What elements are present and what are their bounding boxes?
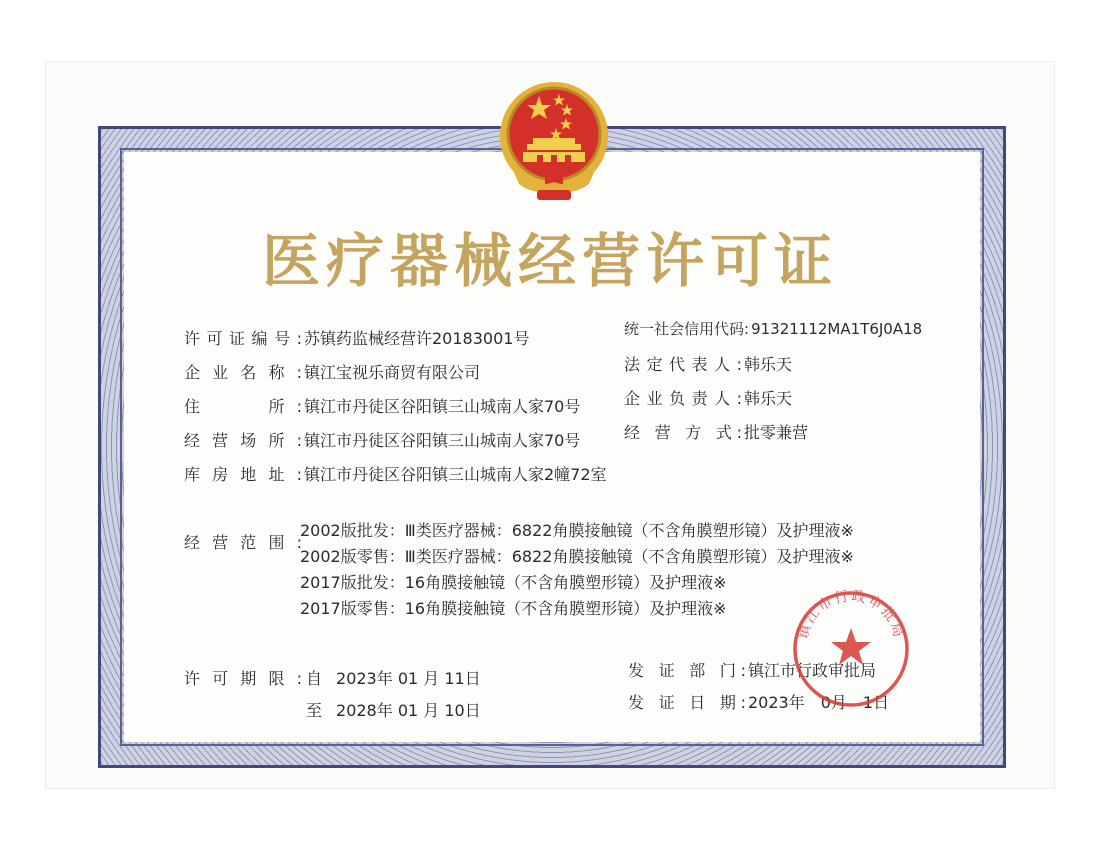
field-value: 批零兼营 — [744, 423, 809, 442]
field-license-number — [184, 326, 529, 349]
field-company-name — [184, 360, 480, 383]
validity-from-word: 自 — [306, 669, 323, 688]
field-value: 镇江市丹徒区谷阳镇三山城南人家70号 — [304, 431, 581, 450]
field-value: 2023年 0月 1日 — [748, 693, 890, 712]
scope-line: 2017版零售：16角膜接触镜（不含角膜塑形镜）及护理液※ — [300, 599, 727, 618]
validity-to-word: 至 — [306, 701, 323, 720]
field-label: 库房地址: — [184, 465, 302, 484]
field-value: 91321112MA1T6J0A18 — [751, 320, 923, 338]
field-business-mode — [624, 420, 808, 443]
field-value: 苏镇药监械经营许20183001号 — [304, 329, 530, 348]
certificate-title: 医疗器械经营许可证 — [261, 227, 838, 295]
field-label: 许可证编号: — [184, 329, 302, 348]
field-label: 企业负责人: — [624, 389, 742, 408]
field-value: 镇江市丹徒区谷阳镇三山城南人家2幢72室 — [304, 465, 607, 484]
field-value: 镇江市丹徒区谷阳镇三山城南人家70号 — [304, 397, 581, 416]
field-label: 经营场所: — [184, 431, 302, 450]
field-credit-code — [624, 318, 922, 339]
field-business-premises — [184, 428, 580, 451]
field-label: 许可期限: — [184, 669, 302, 688]
field-legal-representative — [624, 352, 792, 375]
field-label: 企业名称: — [184, 363, 302, 382]
field-value: 韩乐天 — [744, 355, 793, 374]
field-warehouse-address — [184, 462, 607, 485]
field-validity-end — [184, 698, 481, 721]
national-emblem-icon — [493, 78, 615, 202]
field-label: 经 营 方 式: — [624, 423, 742, 442]
field-value: 韩乐天 — [744, 389, 793, 408]
field-label: 统一社会信用代码: — [624, 320, 750, 338]
field-value: 镇江市行政审批局 — [748, 661, 877, 680]
field-residence — [184, 394, 580, 417]
scope-line: 2017版批发：16角膜接触镜（不含角膜塑形镜）及护理液※ — [300, 573, 727, 592]
scope-line: 2002版批发：Ⅲ类医疗器械：6822角膜接触镜（不含角膜塑形镜）及护理液※ — [300, 521, 854, 540]
field-enterprise-head — [624, 386, 792, 409]
validity-from-date: 2023年 01 月 11日 — [336, 669, 481, 688]
seal-text: 镇江市行政审批局 — [795, 588, 907, 641]
field-label: 住 所: — [184, 397, 302, 416]
validity-to-date: 2028年 01 月 10日 — [336, 701, 481, 720]
field-label: 法定代表人: — [624, 355, 742, 374]
field-value: 镇江宝视乐商贸有限公司 — [304, 363, 481, 382]
field-label: 经营范围: — [184, 533, 302, 552]
field-label: 发 证 日 期: — [628, 693, 746, 712]
scope-line: 2002版零售：Ⅲ类医疗器械：6822角膜接触镜（不含角膜塑形镜）及护理液※ — [300, 547, 854, 566]
field-scope-label — [184, 530, 302, 553]
official-seal-icon — [790, 588, 912, 710]
field-validity — [184, 666, 481, 689]
field-label: 发 证 部 门: — [628, 661, 746, 680]
